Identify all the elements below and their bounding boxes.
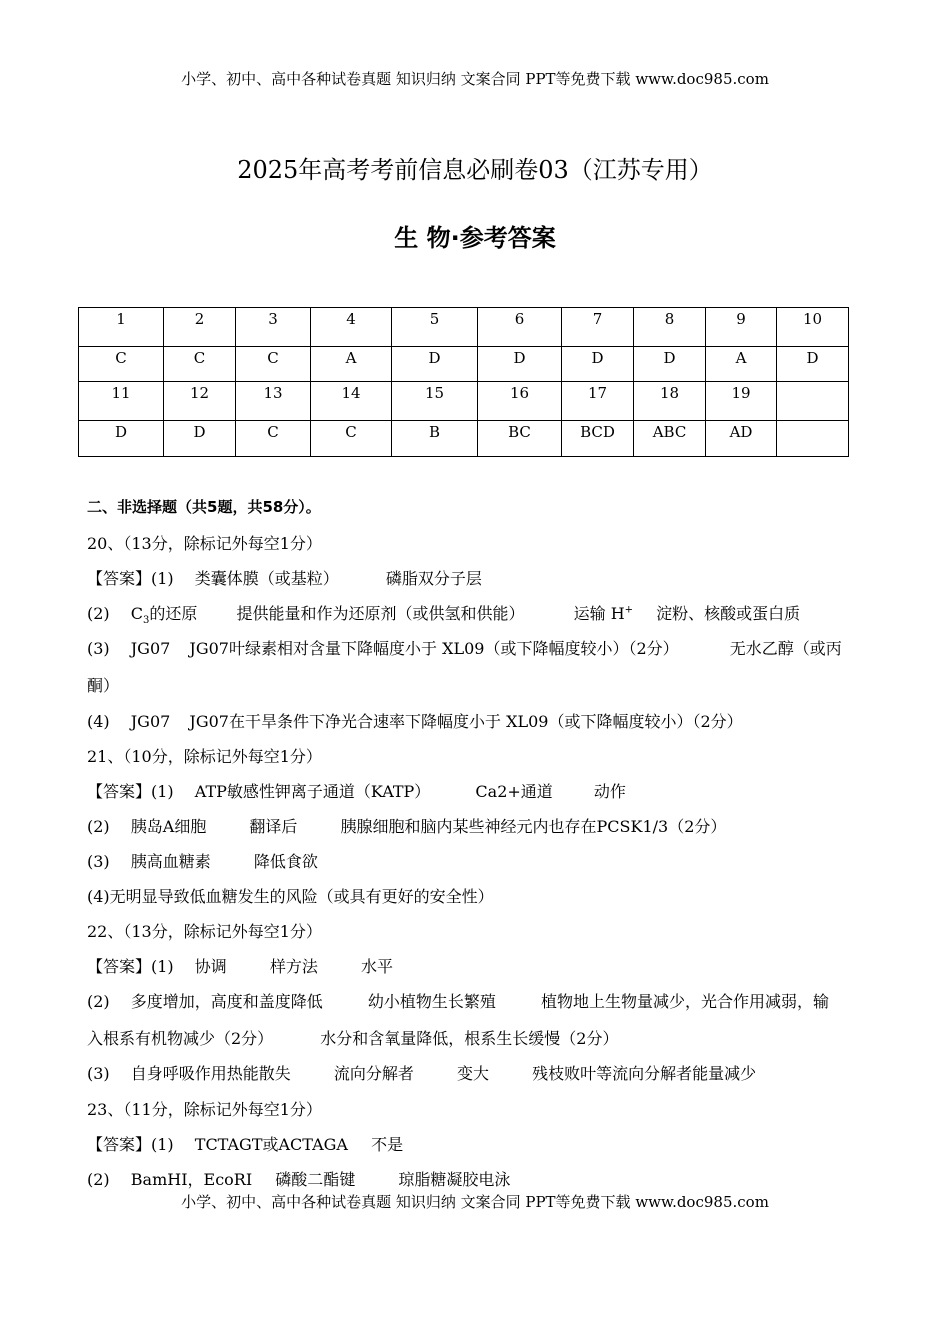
h-ion-charge: +	[624, 604, 634, 616]
table-row	[79, 382, 849, 421]
table-cell: D	[777, 347, 849, 382]
table-cell: 19	[706, 382, 777, 421]
table-cell	[777, 421, 849, 457]
c3-rest: 的还原	[149, 604, 198, 623]
table-cell: 11	[79, 382, 164, 421]
table-cell: BCD	[562, 421, 634, 457]
answer-prefix: (3)	[87, 852, 110, 871]
answer-blank: JG07	[130, 712, 171, 731]
answer-blank: 幼小植物生长繁殖	[367, 992, 496, 1011]
answer-blank: 胰腺细胞和脑内某些神经元内也存在PCSK1/3（2分）	[340, 817, 727, 836]
table-cell: D	[634, 347, 706, 382]
table-cell	[777, 382, 849, 421]
answer-blank: 琼脂糖凝胶电泳	[398, 1170, 511, 1189]
q20-answer-2	[87, 601, 800, 626]
table-cell: 7	[562, 308, 634, 347]
answer-blank: 水平	[360, 957, 393, 976]
table-cell: BC	[478, 421, 562, 457]
table-cell: 5	[392, 308, 478, 347]
table-cell: AD	[706, 421, 777, 457]
table-cell: 9	[706, 308, 777, 347]
q20-answer-1	[87, 566, 482, 589]
answer-prefix: (2)	[87, 604, 110, 623]
answer-blank: JG07	[130, 639, 171, 658]
table-cell: 2	[164, 308, 236, 347]
question-20-heading: 20、（13分，除标记外每空1分）	[87, 534, 322, 553]
answer-blank: TCTAGT或ACTAGA	[194, 1135, 348, 1154]
answer-blank: 样方法	[269, 957, 318, 976]
answer-table	[78, 307, 849, 457]
answer-blank: 翻译后	[249, 817, 298, 836]
table-cell: C	[79, 347, 164, 382]
answer-blank	[131, 601, 198, 626]
q22-answer-3	[87, 1061, 756, 1084]
answer-prefix: (2)	[87, 817, 110, 836]
c3-symbol: C	[130, 604, 144, 623]
table-cell: D	[392, 347, 478, 382]
table-cell: 8	[634, 308, 706, 347]
q22-answer-1	[87, 954, 393, 977]
answer-prefix: 【答案】(1)	[87, 957, 174, 976]
table-cell: 1	[79, 308, 164, 347]
document-title: 2025年高考考前信息必刷卷03（江苏专用）	[237, 156, 713, 184]
table-cell: 17	[562, 382, 634, 421]
table-cell: 14	[311, 382, 392, 421]
answer-blank: 流向分解者	[333, 1064, 414, 1083]
answer-blank: 胰岛A细胞	[130, 817, 207, 836]
q21-answer-1	[87, 779, 626, 802]
c3-subscript: 3	[143, 615, 150, 627]
answer-blank: 协调	[194, 957, 227, 976]
table-cell: 10	[777, 308, 849, 347]
answer-blank: 入根系有机物减少（2分）	[87, 1029, 274, 1048]
answer-prefix: 【答案】(1)	[87, 1135, 174, 1154]
q21-answer-4: (4)无明显导致低血糖发生的风险（或具有更好的安全性）	[87, 887, 494, 906]
answer-blank: 变大	[456, 1064, 489, 1083]
answer-blank: 残枝败叶等流向分解者能量减少	[532, 1064, 757, 1083]
answer-blank: BamHI，EcoRI	[130, 1170, 253, 1189]
answer-blank	[574, 601, 633, 624]
answer-blank: 自身呼吸作用热能散失	[130, 1064, 291, 1083]
table-cell: B	[392, 421, 478, 457]
table-cell: A	[311, 347, 392, 382]
h-ion: 运输 H	[573, 604, 625, 623]
q22-answer-2-cont	[87, 1026, 618, 1049]
q20-answer-3	[87, 636, 842, 659]
answer-blank: 胰高血糖素	[130, 852, 211, 871]
table-cell: 12	[164, 382, 236, 421]
table-cell: 18	[634, 382, 706, 421]
document-subtitle: 生 物·参考答案	[394, 224, 556, 252]
table-cell: C	[311, 421, 392, 457]
table-cell: 6	[478, 308, 562, 347]
q21-answer-3	[87, 849, 318, 872]
table-cell: 3	[236, 308, 311, 347]
q23-answer-2	[87, 1167, 510, 1190]
section-heading: 二、非选择题（共5题，共58分）。	[87, 498, 321, 516]
answer-prefix: (2)	[87, 992, 110, 1011]
answer-blank: ATP敏感性钾离子通道（KATP）	[194, 782, 431, 801]
table-cell: 16	[478, 382, 562, 421]
answer-blank: 植物地上生物量减少，光合作用减弱，输	[540, 992, 829, 1011]
answer-prefix: (2)	[87, 1170, 110, 1189]
answer-blank: 类囊体膜（或基粒）	[194, 569, 339, 588]
table-cell: ABC	[634, 421, 706, 457]
answer-blank: Ca2+通道	[475, 782, 553, 801]
answer-prefix: 【答案】(1)	[87, 782, 174, 801]
table-cell: C	[236, 421, 311, 457]
answer-blank: 无水乙醇（或丙	[729, 639, 842, 658]
table-row	[79, 347, 849, 382]
answer-prefix: (3)	[87, 1064, 110, 1083]
table-row	[79, 308, 849, 347]
answer-blank: 降低食欲	[253, 852, 318, 871]
q21-answer-2	[87, 814, 726, 837]
table-cell: C	[236, 347, 311, 382]
answer-blank: 淀粉、核酸或蛋白质	[656, 604, 801, 623]
table-cell: 4	[311, 308, 392, 347]
answer-blank: 动作	[593, 782, 626, 801]
table-cell: 15	[392, 382, 478, 421]
table-cell: D	[478, 347, 562, 382]
table-row	[79, 421, 849, 457]
table-cell: D	[164, 421, 236, 457]
answer-prefix: 【答案】(1)	[87, 569, 174, 588]
answer-blank: 不是	[371, 1135, 404, 1154]
q20-answer-3-cont: 酮）	[87, 676, 120, 695]
answer-prefix: (3)	[87, 639, 110, 658]
answer-blank: JG07叶绿素相对含量下降幅度小于 XL09（或下降幅度较小）（2分）	[189, 639, 679, 658]
question-23-heading: 23、（11分，除标记外每空1分）	[87, 1100, 322, 1119]
table-cell: C	[164, 347, 236, 382]
answer-blank: 多度增加，高度和盖度降低	[130, 992, 323, 1011]
answer-blank: 磷脂双分子层	[385, 569, 482, 588]
q23-answer-1	[87, 1132, 403, 1155]
answer-blank: 磷酸二酯键	[275, 1170, 356, 1189]
q20-answer-4	[87, 709, 743, 732]
page-header: 小学、初中、高中各种试卷真题 知识归纳 文案合同 PPT等免费下载 www.doc985.com	[181, 70, 769, 88]
table-cell: D	[562, 347, 634, 382]
answer-prefix: (4)	[87, 712, 110, 731]
answer-blank: 提供能量和作为还原剂（或供氢和供能）	[236, 604, 525, 623]
question-21-heading: 21、（10分，除标记外每空1分）	[87, 747, 322, 766]
question-22-heading: 22、（13分，除标记外每空1分）	[87, 922, 322, 941]
q22-answer-2	[87, 989, 829, 1012]
answer-blank: 水分和含氧量降低，根系生长缓慢（2分）	[320, 1029, 619, 1048]
page-footer: 小学、初中、高中各种试卷真题 知识归纳 文案合同 PPT等免费下载 www.doc985.com	[181, 1193, 769, 1211]
table-cell: 13	[236, 382, 311, 421]
table-cell: D	[79, 421, 164, 457]
table-cell: A	[706, 347, 777, 382]
answer-blank: JG07在干旱条件下净光合速率下降幅度小于 XL09（或下降幅度较小）（2分）	[189, 712, 743, 731]
